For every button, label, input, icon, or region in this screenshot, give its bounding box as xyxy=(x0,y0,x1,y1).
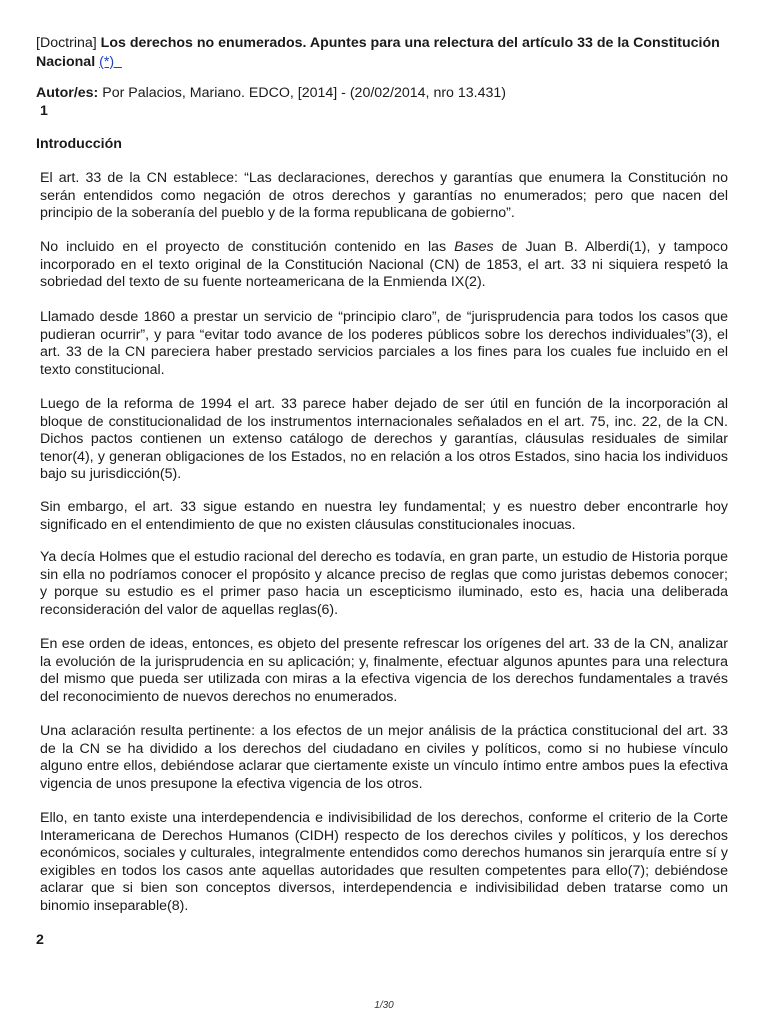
paragraph-3: Llamado desde 1860 a prestar un servicio de “principio claro”, de “jurisprudencia para todos los casos que pudieran ocurrir”, y para “evitar todo avance de los poderes públicos sobre los derechos individuales”(3), el art. 33 de la CN pareciera haber prestado servicios parciales a los fines para los cuales fue incluido en el texto constitucional. xyxy=(40,309,728,378)
page-indicator: 1/30 xyxy=(374,1000,394,1011)
doctrine-tag: [Doctrina] xyxy=(36,35,97,51)
paragraph-2: No incluido en el proyecto de constitución contenido en las Bases de Juan B. Alberdi(1), y tampoco incorporado en el texto original de la Constitución Nacional (CN) de 1853, el art. 33 ni siquiera respetó la sobriedad del texto de su fuente norteamericana de la Enmienda IX(2). xyxy=(40,239,728,291)
footnote-link-underline-tail xyxy=(114,54,122,70)
document-header xyxy=(36,34,736,72)
document-title-continued: Nacional xyxy=(36,54,96,70)
italic-bases: Bases xyxy=(454,239,494,255)
document-title: Los derechos no enumerados. Apuntes para una relectura del artículo 33 de la Constitución xyxy=(100,35,720,51)
section-number-1: 1 xyxy=(40,103,48,119)
paragraph-4: Luego de la reforma de 1994 el art. 33 parece haber dejado de ser útil en función de la incorporación al bloque de constitucionalidad de los instrumentos internacionales señalados en el art. 75, inc. 22, de la CN. Dichos pactos contienen un extenso catálogo de derechos y garantías, cláusulas residuales de similar tenor(4), y generan obligaciones de los Estados, no en relación a los otros Estados, sino hacia los individuos bajo su jurisdicción(5). xyxy=(40,396,728,483)
author-text: Por Palacios, Mariano. EDCO, [2014] - (20/02/2014, nro 13.431) xyxy=(102,85,507,101)
section-heading: Introducción xyxy=(36,136,122,152)
paragraph-6: Ya decía Holmes que el estudio racional del derecho es todavía, en gran parte, un estudio de Historia porque sin ella no podríamos conocer el propósito y alcance preciso de reglas que como juristas debemos conocer; y porque su estudio es el primer paso hacia un escepticismo iluminado, esto es, hacia una deliberada reconsideración del valor de aquellas reglas(6). xyxy=(40,549,728,618)
paragraph-5: Sin embargo, el art. 33 sigue estando en nuestra ley fundamental; y es nuestro deber encontrarle hoy significado en el entendimiento de que no existen cláusulas constitucionales inocuas. xyxy=(40,499,728,533)
footnote-link[interactable]: (*) xyxy=(99,54,115,70)
paragraph-1: El art. 33 de la CN establece: “Las declaraciones, derechos y garantías que enumera la Constitución no serán entendidos como negación de otros derechos y garantías no enumerados; pero que nacen del principio de la soberanía del pueblo y de la forma republicana de gobierno”. xyxy=(40,170,728,222)
author-line xyxy=(36,84,736,103)
paragraph-9: Ello, en tanto existe una interdependencia e indivisibilidad de los derechos, conforme el criterio de la Corte Interamericana de Derechos Humanos (CIDH) respecto de los derechos civiles y políticos, y los derechos económicos, sociales y culturales, integralmente entendidos como derechos humanos sin jerarquía entre sí y exigibles en todos los casos ante aquellas autoridades que resulten competentes para ello(7); debiéndose aclarar que si bien son conceptos diversos, interdependencia e indivisibilidad deben tratarse como un binomio inseparable(8). xyxy=(40,810,728,914)
paragraph-7: En ese orden de ideas, entonces, es objeto del presente refrescar los orígenes del art. 33 de la CN, analizar la evolución de la jurisprudencia en su aplicación; y, finalmente, efectuar algunos apuntes para una relectura del mismo que pueda ser utilizada con miras a la efectiva vigencia de los derechos fundamentales a través del reconocimiento de nuevos derechos no enumerados. xyxy=(40,636,728,705)
section-number-2: 2 xyxy=(36,932,44,948)
author-label: Autor/es: xyxy=(36,85,99,101)
paragraph-8: Una aclaración resulta pertinente: a los efectos de un mejor análisis de la práctica constitucional del art. 33 de la CN se ha dividido a los derechos del ciudadano en civiles y políticos, como si no hubiese vínculo alguno entre ellos, debiéndose aclarar que ciertamente existe un vínculo íntimo entre ambos pues la efectiva vigencia de unos presupone la efectiva vigencia de los otros. xyxy=(40,723,728,792)
